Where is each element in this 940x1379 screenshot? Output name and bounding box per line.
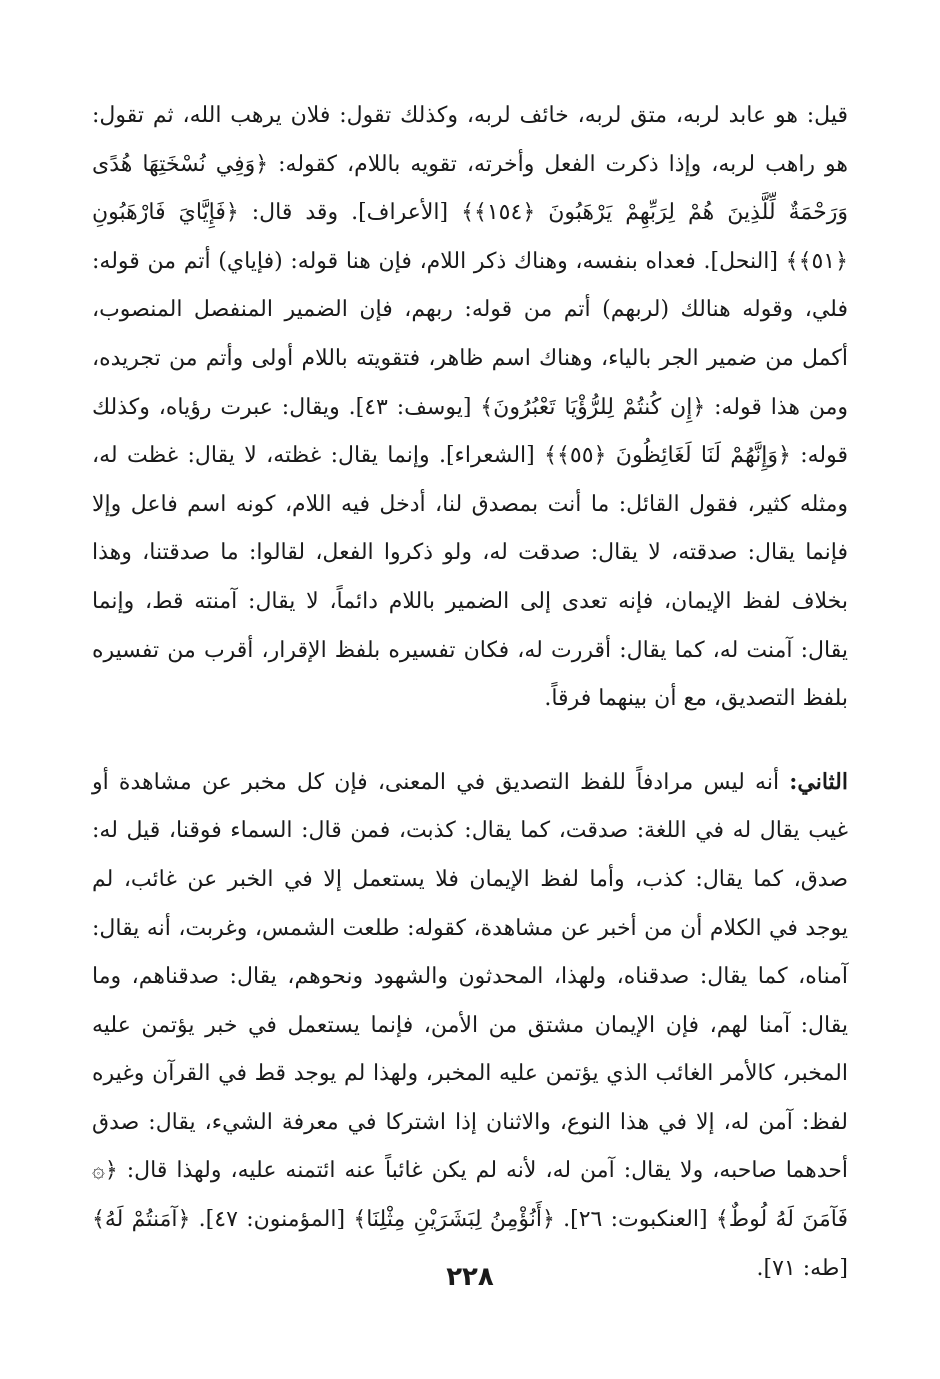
paragraph-2-text: أنه ليس مرادفاً للفظ التصديق في المعنى، فإن كل مخبر عن مشاهدة أو غيب يقال له في اللغة: صدقت، كما يقال: كذبت، فمن قال: السماء فوقنا، قيل له: صدق، كما يقال: كذب، وأما لفظ الإيمان فلا يستعمل إلا في الخبر عن غائب، لم يوجد في الكلام أن من أخبر عن مشاهدة، كقوله: طلعت الشمس، وغربت، أنه يقال: آمناه، كما يقال: صدقناه، ولهذا، المحدثون والشهود ونحوهم، يقال: صدقناهم، وما يقال: آمنا لهم، فإن الإيمان مشتق من الأمن، فإنما يستعمل في خبر يؤتمن عليه المخبر، كالأمر الغائب الذي يؤتمن عليه المخبر، ولهذا لم يوجد قط في القرآن وغيره لفظ: آمن له، إلا في هذا النوع، والاثنان إذا اشتركا في معرفة الشيء، يقال: صدق أحدهما صاحبه، ولا يقال: آمن له، لأنه لم يكن غائباً عنه ائتمنه عليه، ولهذا قال: ﴿۞ فَآمَنَ لَهُ لُوطٌ﴾ [العنكبوت: ٢٦]. ﴿أَنُؤْمِنُ لِبَشَرَيْنِ مِثْلِنَا﴾ [المؤمنون: ٤٧]. ﴿آمَنتُمْ لَهُ﴾ [طه: ٧١]. [92,769,848,1281]
paragraph-1: قيل: هو عابد لربه، متق لربه، خائف لربه، وكذلك تقول: فلان يرهب الله، ثم تقول: هو راهب لربه، وإذا ذكرت الفعل وأخرته، تقويه باللام، كقوله: ﴿وَفِي نُسْخَتِهَا هُدًى وَرَحْمَةٌ لِّلَّذِينَ هُمْ لِرَبِّهِمْ يَرْهَبُونَ ﴿١٥٤﴾﴾ [الأعراف]. وقد قال: ﴿فَإِيَّايَ فَارْهَبُونِ ﴿٥١﴾﴾ [النحل]. فعداه بنفسه، وهناك ذكر اللام، فإن هنا قوله: (فإياي) أتم من قوله: فلي، وقوله هنالك (لربهم) أتم من قوله: ربهم، فإن الضمير المنفصل المنصوب، أكمل من ضمير الجر بالياء، وهناك اسم ظاهر، فتقويته باللام أولى وأتم من تجريده، ومن هذا قوله: ﴿إِن كُنتُمْ لِلرُّؤْيَا تَعْبُرُونَ﴾ [يوسف: ٤٣]. ويقال: عبرت رؤياه، وكذلك قوله: ﴿وَإِنَّهُمْ لَنَا لَغَائِظُونَ ﴿٥٥﴾﴾ [الشعراء]. وإنما يقال: غظته، لا يقال: غظت له، ومثله كثير، فقول القائل: ما أنت بمصدق لنا، أدخل فيه اللام، كونه اسم فاعل وإلا فإنما يقال: صدقته، لا يقال: صدقت له، ولو ذكروا الفعل، لقالوا: ما صدقتنا، وهذا بخلاف لفظ الإيمان، فإنه تعدى إلى الضمير باللام دائماً، لا يقال: آمنته قط، وإنما يقال: آمنت له، كما يقال: أقررت له، فكان تفسيره بلفظ الإقرار، أقرب من تفسيره بلفظ التصديق، مع أن بينهما فرقاً. [92,103,849,712]
paragraph-2 [92,758,848,1294]
page-body [92,92,848,1293]
paragraph-2-lead: الثاني: [789,768,848,795]
page-number: ٢٢٨ [446,1262,494,1292]
